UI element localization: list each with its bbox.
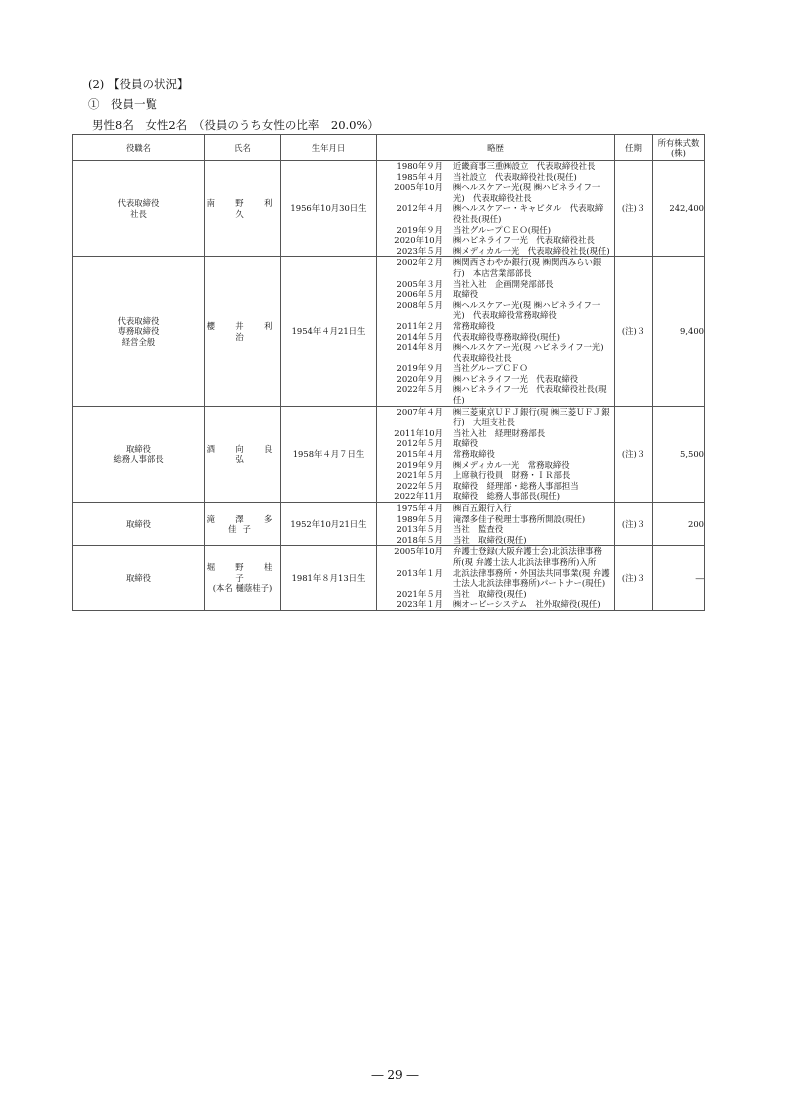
officer-name-cell [205,546,293,611]
history-text: 常務取締役 [453,320,495,331]
officer-history [377,503,615,546]
history-date: 2020年９月 [396,373,443,384]
history-text: 弁護士登録(大阪弁護士会)北浜法律事務所(現 弁護士法人北浜法律事務所)入所 [453,546,602,567]
officer-name-cell [205,406,293,502]
history-text: 当社グループＣＥＯ(現任) [453,224,551,235]
history-text: ㈱ハピネライフ一光 代表取締役 [453,373,579,384]
history-date: 2022年11月 [394,491,443,502]
history-text: ㈱ハピネライフ一光 代表取締役社長(現任) [453,384,607,406]
history-gap [443,235,453,246]
officer-name-cell [205,503,281,546]
history-gap [443,332,453,343]
history-gap [443,203,453,224]
history-date: 2015年４月 [396,449,443,460]
history-date: 2005年10月 [394,182,443,193]
history-gap [443,470,453,481]
officer-position [73,406,205,502]
officer-term: (注)３ [615,546,653,611]
header-name: 氏名 [205,135,281,161]
history-gap [443,182,453,203]
officer-position-line: 取締役 [125,518,152,529]
table-row [73,406,705,502]
history-text: ㈱関西さわやか銀行(現 ㈱関西みらい銀行) 本店営業部部長 [453,257,602,278]
history-gap [443,407,453,428]
history-item [377,384,614,405]
section-title: (2) 【役員の状況】 [88,77,189,91]
history-date: 1989年５月 [396,513,443,524]
history-gap [443,589,453,600]
history-list [377,546,614,610]
header-term: 任期 [615,135,653,161]
officer-name-note: (本名 樋蔭桂子) [212,583,273,594]
history-date: 2021年５月 [396,470,443,481]
officer-term: (注)３ [615,503,653,546]
history-date: 2013年１月 [396,567,443,578]
history-item [377,524,614,535]
history-text: 上席執行役員 財務・ＩＲ部長 [453,470,571,481]
history-gap [443,246,453,257]
history-item [377,161,614,172]
history-gap [443,568,453,589]
officer-shares: 5,500 [653,406,705,502]
history-gap [443,300,453,321]
history-text: ㈱三菱東京ＵＦＪ銀行(現 ㈱三菱ＵＦＪ銀行) 大垣支社長 [453,406,610,428]
history-date: 2011年２月 [396,320,443,331]
history-item [377,491,614,502]
history-text: 取締役 [453,289,479,300]
history-date: 2022年５月 [396,480,443,491]
history-gap [443,481,453,492]
history-item [377,568,614,589]
history-date: 2021年５月 [396,588,443,599]
history-gap [443,225,453,236]
history-date: 2018年５月 [396,534,443,545]
history-item [377,535,614,546]
officer-name: 滝 澤 多佳子 [206,513,279,535]
history-text: ㈱オービーシステム 社外取締役(現任) [453,599,601,610]
officer-birthdate: 1952年10月21日生 [281,503,377,546]
history-item [377,481,614,492]
header-birth: 生年月日 [281,135,377,161]
officer-shares: ― [653,546,705,611]
history-date: 2007年４月 [396,406,443,417]
history-gap [443,546,453,567]
officer-position-line: 総務人事部長 [113,454,164,465]
history-date: 2019年９月 [396,363,443,374]
history-gap [443,257,453,278]
history-date: 2005年３月 [396,278,443,289]
history-text: 取締役 総務人事部長(現任) [453,491,561,502]
history-gap [443,342,453,363]
history-date: 1985年４月 [396,171,443,182]
officer-position [73,546,205,611]
header-shares [653,135,705,161]
history-text: 当社 取締役(現任) [453,534,527,545]
table-row [73,503,705,546]
officer-position [73,503,205,546]
history-date: 2023年１月 [396,599,443,610]
history-text: ㈱ヘルスケアー・キャピタル 代表取締役社長(現任) [453,203,604,224]
officer-history [377,257,615,406]
history-gap [443,460,453,471]
history-gap [443,289,453,300]
history-item [377,225,614,236]
history-text: ㈱百五銀行入行 [453,503,512,513]
history-item [377,235,614,246]
officer-term: (注)３ [615,257,653,406]
history-text: 当社入社 経理財務部長 [453,427,546,438]
history-text: 常務取締役 [453,449,495,460]
officer-birthdate: 1954年４月21日生 [281,257,377,406]
history-gap [443,161,453,172]
history-item [377,182,614,203]
history-text: 当社設立 代表取締役社長(現任) [453,171,577,182]
officer-birthdate: 1958年４月７日生 [281,406,377,502]
history-gap [443,428,453,439]
officer-position-line: 取締役 [125,572,152,583]
history-item [377,321,614,332]
history-item [377,203,614,224]
officer-name: 堀 野 桂 子 [206,562,293,583]
officer-name: 酒 向 良 弘 [206,443,293,465]
table-row [73,257,705,406]
history-gap [443,363,453,374]
history-item [377,363,614,374]
officer-birthdate: 1956年10月30日生 [281,161,377,257]
history-item [377,503,614,514]
history-text: ㈱メディカル一光 代表取締役社長(現任) [453,245,610,256]
history-text: 取締役 経理部・総務人事部担当 [453,480,579,491]
table-row [73,161,705,257]
header-shares-line1: 所有株式数 [657,137,700,148]
officer-position-line: 経営全般 [121,336,156,347]
officer-name-cell [205,161,293,257]
history-text: 当社 取締役(現任) [453,588,527,599]
officer-history [377,406,615,502]
history-item [377,289,614,300]
history-date: 2012年５月 [396,438,443,449]
history-date: 2012年４月 [396,203,443,214]
history-text: 北浜法律事務所・外国法共同事業(現 弁護士法人北浜法律事務所)パートナー(現任) [453,567,610,589]
officer-position [73,161,205,257]
history-item [377,374,614,385]
officer-position-line: 代表取締役 [117,198,160,209]
history-gap [443,172,453,183]
officer-name-cell [205,257,293,406]
history-text: 当社入社 企画開発部部長 [453,278,554,289]
history-item [377,279,614,290]
history-text: ㈱ヘルスケアー光(現 ㈱ハピネライフ一光) 代表取締役社長 [453,182,601,203]
history-date: 2005年10月 [394,546,443,557]
history-text: 近畿商事三重㈱設立 代表取締役社長 [453,161,596,171]
history-text: 当社 監査役 [453,524,504,535]
history-date: 2023年５月 [396,245,443,256]
table-row [73,546,705,611]
history-item [377,246,614,257]
history-list [377,503,614,545]
officer-term: (注)３ [615,161,653,257]
history-date: 2011年10月 [394,427,443,438]
history-item [377,407,614,428]
history-date: 2008年５月 [396,299,443,310]
history-item [377,546,614,567]
officer-position-line: 取締役 [125,443,152,454]
history-gap [443,535,453,546]
history-list [377,407,614,502]
history-gap [443,503,453,514]
history-text: 取締役 [453,438,479,449]
history-date: 1980年９月 [396,161,443,171]
history-item [377,599,614,610]
history-gap [443,384,453,405]
history-item [377,589,614,600]
page-number: ― 29 ― [371,1068,419,1082]
history-date: 2019年９月 [396,224,443,235]
officer-position [73,257,205,406]
officer-position-line: 社長 [130,208,147,219]
history-date: 2014年８月 [396,342,443,353]
history-date: 2019年９月 [396,459,443,470]
history-gap [443,449,453,460]
history-date: 2022年５月 [396,384,443,395]
officers-table [72,134,705,611]
officer-name: 南 野 利 久 [206,198,293,219]
history-date: 2002年２月 [396,257,443,268]
history-gap [443,321,453,332]
table-header-row [73,135,705,161]
history-date: 2014年５月 [396,331,443,342]
header-shares-line2: (株) [671,147,686,158]
history-text: 滝澤多佳子税理士事務所開設(現任) [453,513,586,524]
officer-history [377,546,615,611]
officer-position-line: 代表取締役 [117,315,160,326]
history-text: ㈱メディカル一光 常務取締役 [453,459,570,470]
history-list [377,257,614,405]
header-position: 役職名 [73,135,205,161]
history-text: ㈱ヘルスケアー光(現 ハピネライフ一光) 代表取締役社長 [453,342,612,363]
officer-name: 櫻 井 利 治 [206,320,293,342]
history-item [377,449,614,460]
header-history: 略歴 [377,135,615,161]
officer-position-line: 専務取締役 [117,326,160,337]
history-date: 1975年４月 [396,503,443,513]
officer-birthdate: 1981年８月13日生 [281,546,377,611]
history-item [377,460,614,471]
officer-shares: 200 [653,503,705,546]
history-gap [443,438,453,449]
history-item [377,257,614,278]
history-item [377,300,614,321]
history-gap [443,524,453,535]
subsection-title: ① 役員一覧 [88,97,157,111]
history-text: 当社グループＣＦＯ [453,363,528,374]
officer-history [377,161,615,257]
officer-shares: 9,400 [653,257,705,406]
history-item [377,342,614,363]
officer-term: (注)３ [615,406,653,502]
history-item [377,438,614,449]
history-list [377,161,614,256]
history-date: 2013年５月 [396,524,443,535]
history-item [377,514,614,525]
history-gap [443,279,453,290]
history-text: 代表取締役専務取締役(現任) [453,331,561,342]
history-item [377,332,614,343]
history-item [377,428,614,439]
history-text: ㈱ハピネライフ一光 代表取締役社長 [453,235,595,246]
history-date: 2006年５月 [396,289,443,300]
history-gap [443,491,453,502]
history-text: ㈱ヘルスケアー光(現 ㈱ハピネライフ一光) 代表取締役常務取締役 [453,299,601,321]
history-item [377,470,614,481]
history-gap [443,514,453,525]
history-gap [443,374,453,385]
history-date: 2020年10月 [394,235,443,246]
officer-shares: 242,400 [653,161,705,257]
gender-summary: 男性8名 女性2名 （役員のうち女性の比率 20.0%） [92,118,379,132]
history-item [377,172,614,183]
history-gap [443,599,453,610]
